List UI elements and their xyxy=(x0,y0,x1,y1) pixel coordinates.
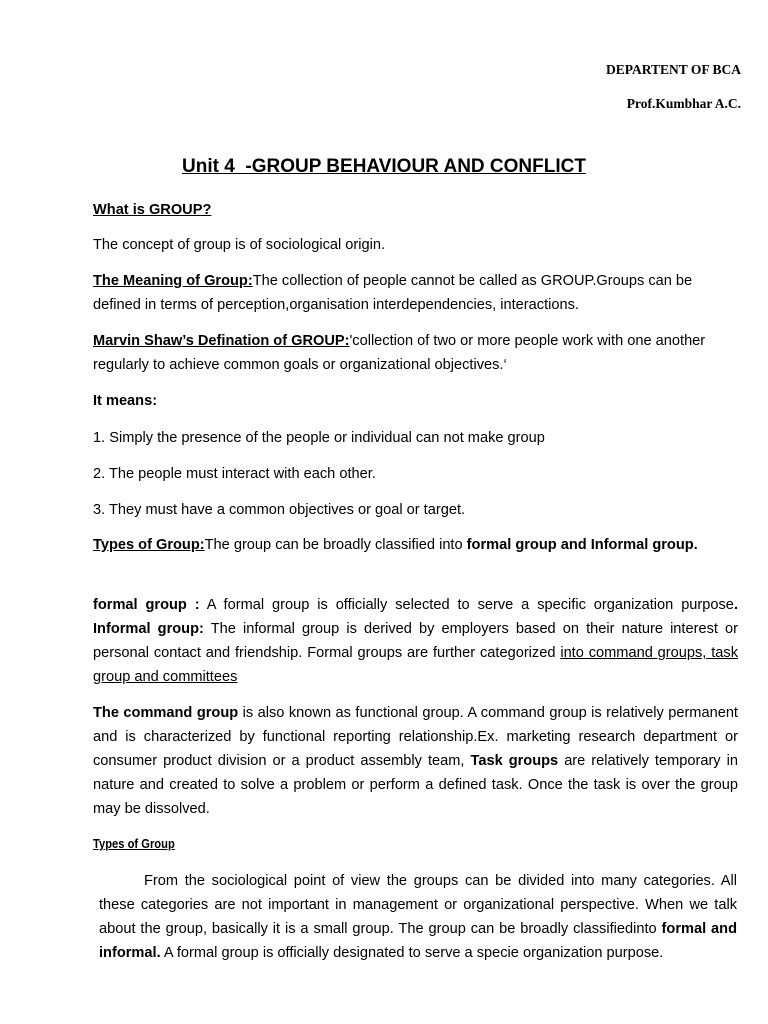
formal-dot: . xyxy=(733,597,738,613)
formal-label: formal group : xyxy=(93,597,200,613)
command-text: is also known as functional group. A command group is relatively permanent and is characterized by functional reporting relationship.Ex. marketing research department or consumer product division or a product assembly team, xyxy=(93,705,738,769)
task-groups-text: are relatively temporary in nature and created to solve a problem or perform a defined task. Once the task is over the group may be dissolved. xyxy=(93,753,738,817)
professor-name: Prof.Kumbhar A.C. xyxy=(626,96,741,111)
socio-text-2: A formal group is officially designated to serve a specie organization purpose. xyxy=(160,945,664,961)
shaw-text: 'collection of two or more people work with one another regularly to achieve common goals or organizational objectives.‘ xyxy=(93,333,706,373)
informal-label: Informal group: xyxy=(93,621,204,637)
list-item: 1. Simply the presence of the people or individual can not make group xyxy=(93,430,545,446)
task-groups-label: Task groups xyxy=(470,753,559,769)
list-item: 3. They must have a common objectives or goal or target. xyxy=(93,502,466,518)
types-label: Types of Group: xyxy=(93,537,205,553)
page-title: Unit 4 -GROUP BEHAVIOUR AND CONFLICT xyxy=(182,156,586,177)
socio-text: From the sociological point of view the groups can be divided into many categories. All these categories are not important in management or organizational perspective. When we talk about the group, basically it is a small group. The group can be broadly classifiedinto xyxy=(99,873,737,937)
command-paragraph xyxy=(93,701,738,821)
categories-underlined: into command groups, task group and committees xyxy=(93,645,738,685)
shaw-paragraph xyxy=(93,329,738,377)
types-paragraph xyxy=(93,533,738,557)
it-means-heading: It means: xyxy=(93,393,158,409)
command-label: The command group xyxy=(93,705,239,721)
list-item: 2. The people must interact with each other. xyxy=(93,466,376,482)
meaning-label: The Meaning of Group: xyxy=(93,273,253,289)
informal-text: The informal group is derived by employers based on their nature interest or personal contact and friendship. Formal groups are further categorized xyxy=(93,621,738,661)
what-is-group-text: The concept of group is of sociological origin. xyxy=(93,237,386,253)
formal-paragraph xyxy=(93,593,738,689)
types-text: The group can be broadly classified into xyxy=(204,537,467,553)
what-is-group-heading: What is GROUP? xyxy=(93,202,212,218)
meaning-text: The collection of people cannot be called as GROUP.Groups can be defined in terms of perception,organisation interdependencies, interactions. xyxy=(93,273,693,313)
sociological-paragraph xyxy=(99,869,737,965)
types-bold: formal group and Informal group. xyxy=(466,537,698,553)
formal-text: A formal group is officially selected to serve a specific organization purpose xyxy=(199,597,734,613)
types-of-group-heading: Types of Group xyxy=(93,836,175,851)
department-header: DEPARTENT OF BCA xyxy=(605,62,741,77)
shaw-label: Marvin Shaw’s Defination of GROUP: xyxy=(93,333,350,349)
socio-bold: formal and informal. xyxy=(99,921,737,961)
meaning-paragraph xyxy=(93,269,738,317)
